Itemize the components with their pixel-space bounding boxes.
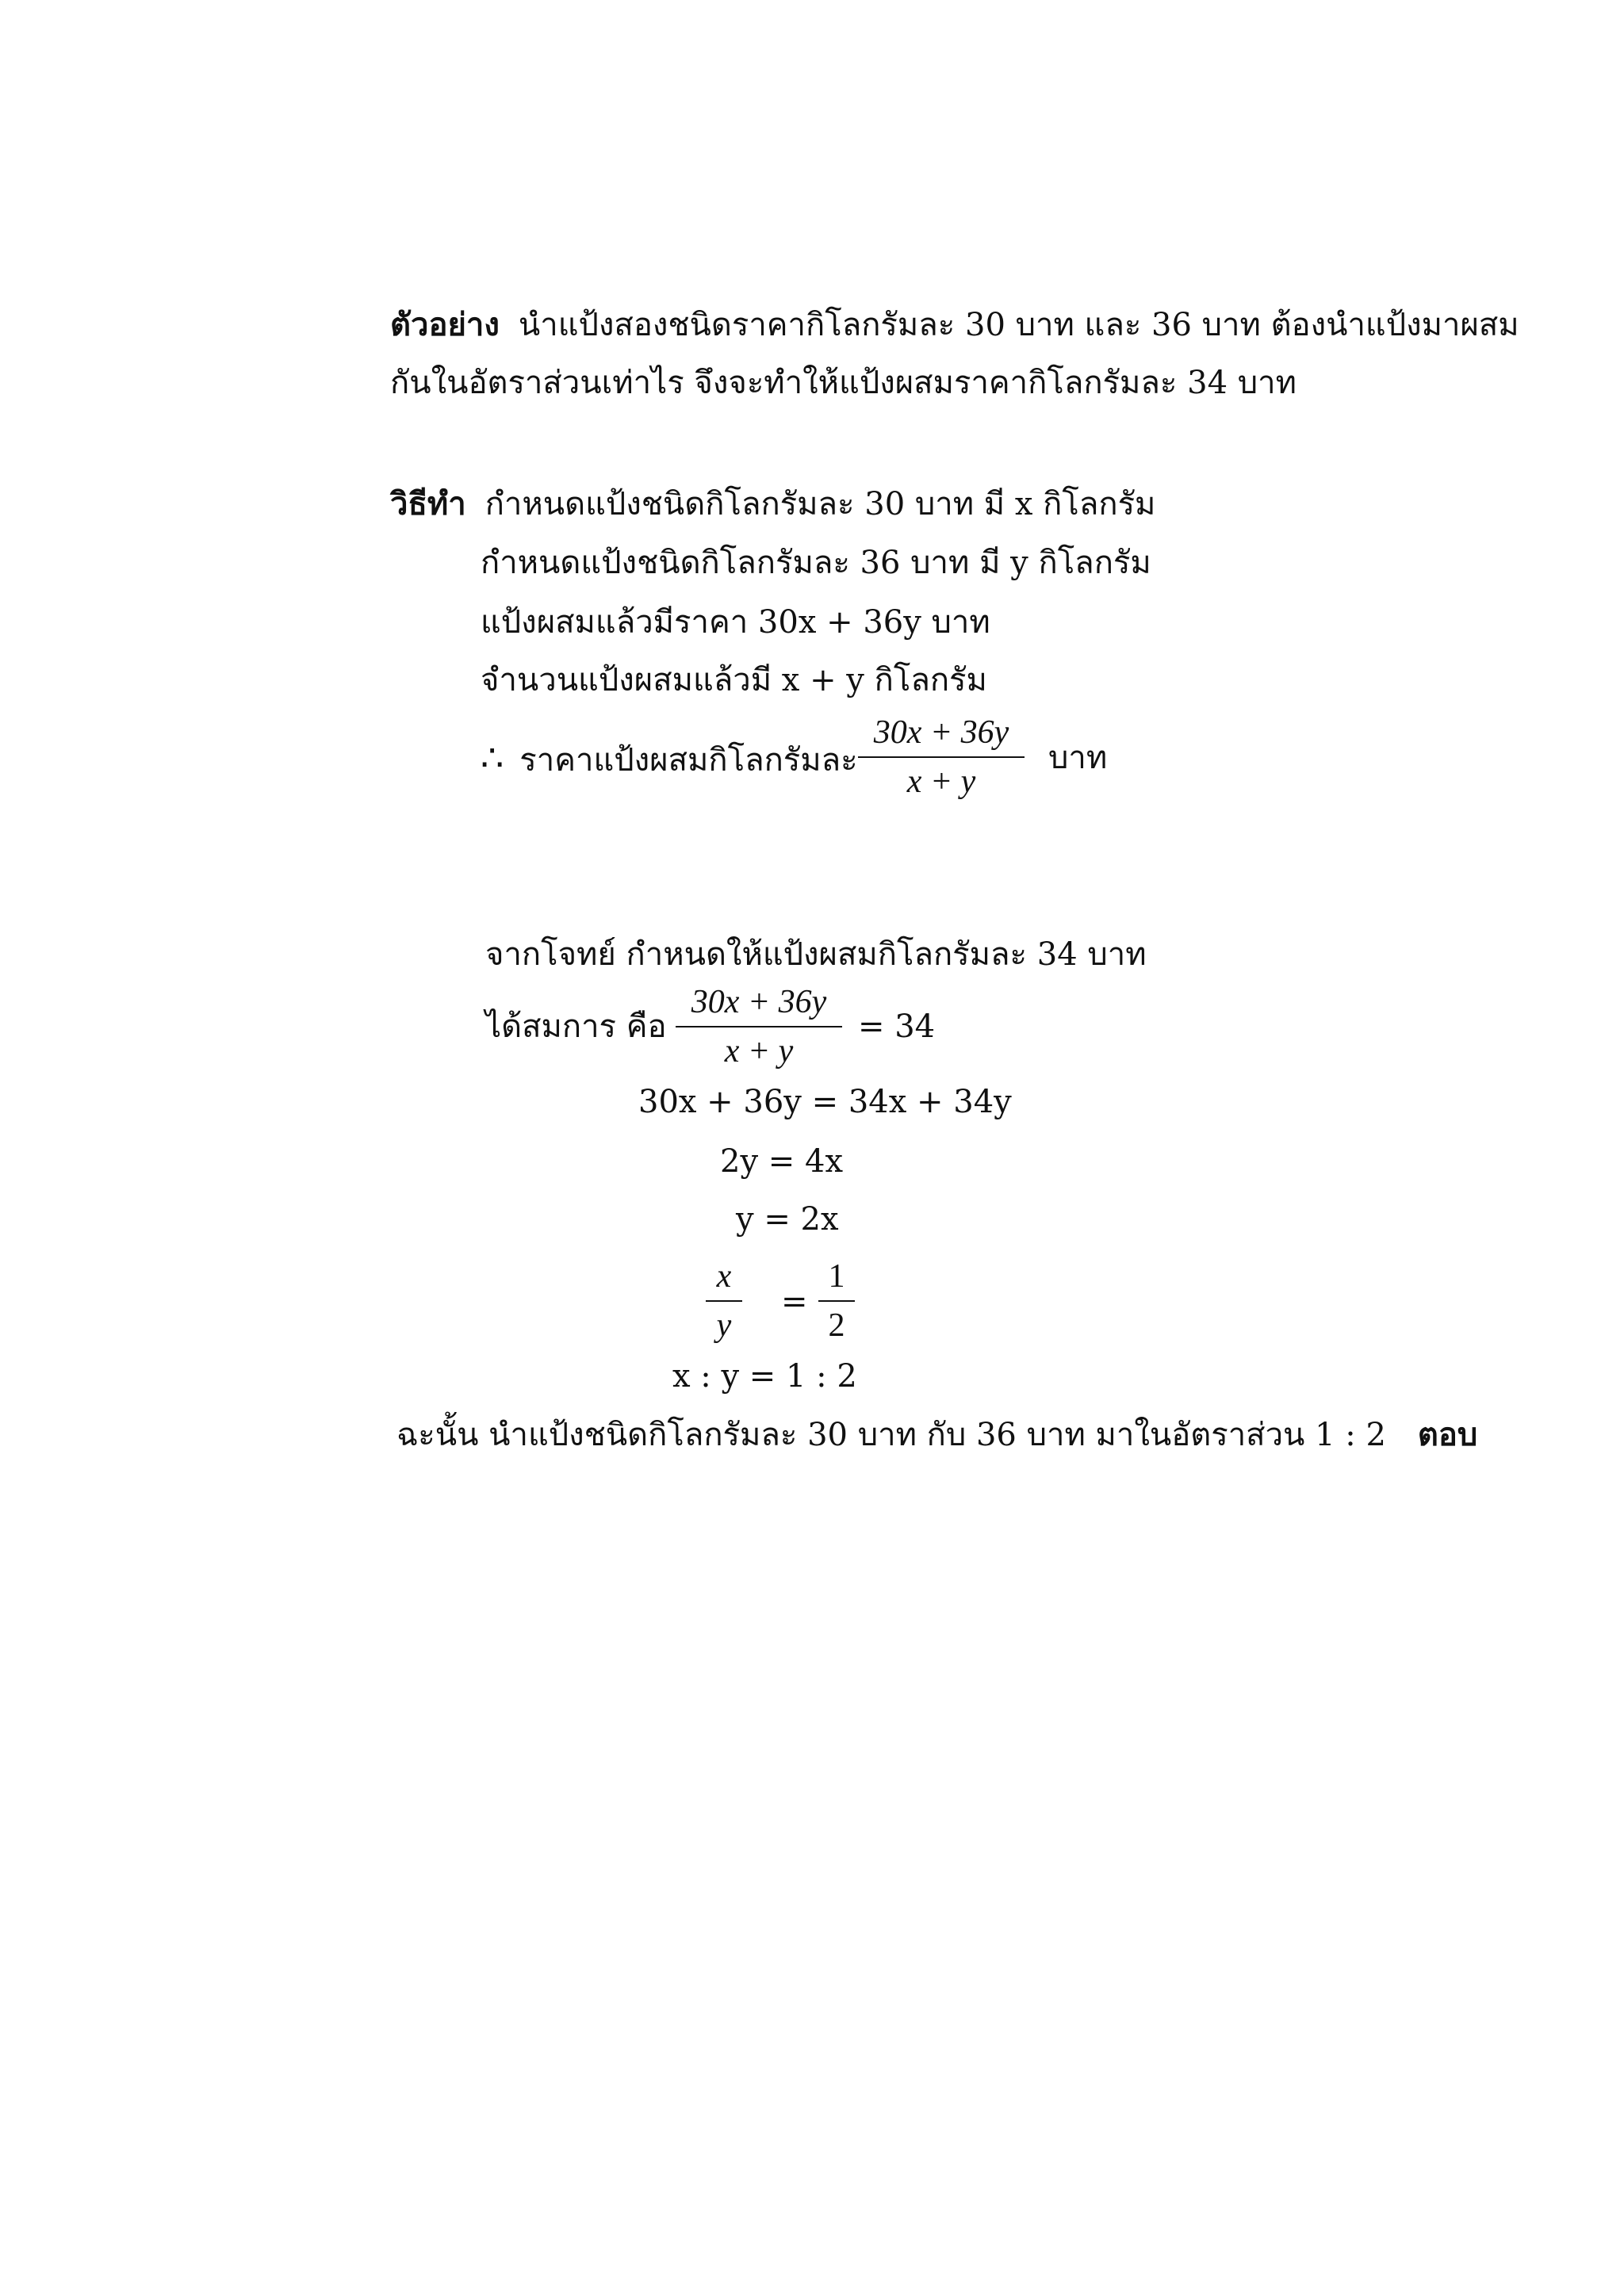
example-label: ตัวอย่าง [390, 306, 500, 343]
answer-label: ตอบ [1417, 1416, 1478, 1453]
step-3: y = 2x [736, 1201, 839, 1238]
ratio-right-numerator: 1 [828, 1258, 845, 1295]
solution-text-5: ราคาแป้งผสมกิโลกรัมละ [519, 742, 858, 779]
solution-line-3: แป้งผสมแล้วมีราคา 30x + 36y บาท [481, 604, 990, 641]
given-line: จากโจทย์ กำหนดให้แป้งผสมกิโลกรัมละ 34 บาท [485, 936, 1147, 973]
equation-rhs: = 34 [858, 1008, 936, 1045]
step-4-equals: = [781, 1284, 808, 1320]
conclusion-line [396, 1413, 1477, 1457]
ratio-fraction-left [706, 1254, 742, 1348]
equation-fraction [676, 980, 842, 1073]
ratio-right-denominator: 2 [828, 1307, 845, 1344]
equation-label: ได้สมการ คือ [485, 1008, 667, 1045]
solution-text-1: กำหนดแป้งชนิดกิโลกรัมละ 30 บาท มี x กิโลกรัม [485, 486, 1156, 522]
price-fraction [858, 710, 1025, 804]
solution-line-4: จำนวนแป้งผสมแล้วมี x + y กิโลกรัม [481, 662, 987, 698]
price-fraction-denominator: x + y [906, 763, 976, 800]
equation-fraction-denominator: x + y [724, 1033, 794, 1070]
example-line-1 [390, 303, 1519, 347]
therefore-symbol: ∴ [481, 737, 504, 779]
step-1: 30x + 36y = 34x + 34y [638, 1084, 1012, 1120]
solution-line-5 [481, 736, 858, 783]
solution-unit: บาท [1048, 740, 1108, 776]
fraction-bar [706, 1300, 742, 1302]
conclusion-text: ฉะนั้น นำแป้งชนิดกิโลกรัมละ 30 บาท กับ 36 บาท มาในอัตราส่วน 1 : 2 [396, 1417, 1386, 1453]
step-2: 2y = 4x [720, 1143, 843, 1180]
fraction-bar [676, 1026, 842, 1027]
solution-label: วิธีทำ [390, 485, 466, 522]
price-fraction-numerator: 30x + 36y [873, 714, 1009, 751]
ratio-left-numerator: x [716, 1258, 732, 1295]
solution-line-2: กำหนดแป้งชนิดกิโลกรัมละ 36 บาท มี y กิโลกรัม [481, 545, 1151, 581]
example-line-2: กันในอัตราส่วนเท่าไร จึงจะทำให้แป้งผสมราคากิโลกรัมละ 34 บาท [390, 365, 1297, 401]
ratio-fraction-right [818, 1254, 855, 1348]
fraction-bar [858, 756, 1025, 758]
step-5: x : y = 1 : 2 [672, 1358, 857, 1395]
example-text-1: นำแป้งสองชนิดราคากิโลกรัมละ 30 บาท และ 36 บาท ต้องนำแป้งมาผสม [518, 307, 1519, 343]
ratio-left-denominator: y [716, 1307, 732, 1344]
fraction-bar [818, 1300, 855, 1302]
solution-line-1 [390, 482, 1155, 526]
equation-fraction-numerator: 30x + 36y [691, 984, 827, 1020]
